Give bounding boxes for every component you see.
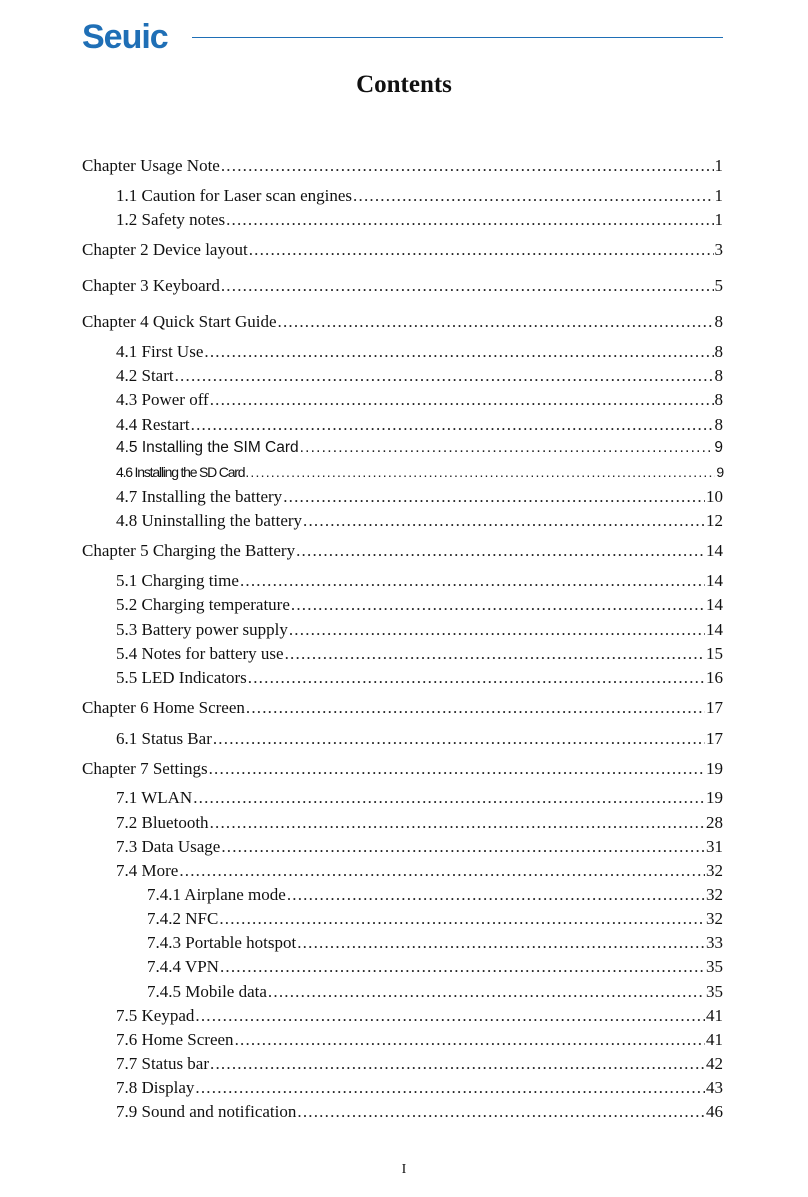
toc-entry[interactable] [147,884,723,906]
toc-entry-label: 5.2 Charging temperature [116,595,290,614]
toc-entry-page: 9 [714,439,723,456]
toc-entry-page: 32 [706,885,723,904]
toc-entry-page: 33 [706,933,723,952]
toc-entry-page: 32 [706,909,723,928]
toc-dot-leader [221,275,714,297]
toc-entry-label: 7.6 Home Screen [116,1030,234,1049]
toc-entry[interactable] [116,860,723,882]
toc-dot-leader [220,956,705,978]
toc-entry-page: 42 [706,1054,723,1073]
toc-entry-page: 17 [706,729,723,748]
toc-entry-label: 7.2 Bluetooth [116,813,209,832]
toc-entry-label: 4.1 First Use [116,342,204,361]
toc-entry-label: 4.3 Power off [116,390,209,409]
toc-dot-leader [246,697,705,719]
toc-entry[interactable] [116,341,723,363]
toc-entry[interactable] [82,758,723,780]
toc-entry-page: 35 [706,957,723,976]
toc-entry-label: 7.3 Data Usage [116,837,221,856]
toc-dot-leader [179,860,705,882]
toc-entry[interactable] [116,667,723,689]
toc-entry-label: 4.7 Installing the battery [116,487,283,506]
toc-entry-page: 17 [706,698,723,717]
toc-entry[interactable] [116,1005,723,1027]
toc-dot-leader [221,836,705,858]
toc-entry[interactable] [82,275,723,297]
toc-dot-leader [268,981,705,1003]
toc-entry[interactable] [116,836,723,858]
toc-entry[interactable] [116,414,723,436]
toc-dot-leader [249,239,714,261]
toc-entry[interactable] [82,239,723,261]
toc-dot-leader [287,884,705,906]
toc-entry-page: 8 [714,312,723,331]
toc-dot-leader [240,570,705,592]
toc-entry[interactable] [147,981,723,1003]
toc-entry-label: 7.9 Sound and notification [116,1102,297,1121]
toc-entry[interactable] [116,1053,723,1075]
toc-entry[interactable] [116,461,723,483]
toc-dot-leader [245,461,715,483]
toc-dot-leader [219,908,705,930]
toc-entry-page: 14 [706,571,723,590]
toc-entry-page: 8 [714,342,723,361]
toc-entry-page: 3 [714,240,723,259]
toc-entry[interactable] [116,209,723,231]
toc-entry-label: Chapter 2 Device layout [82,240,248,259]
toc-entry-page: 8 [714,415,723,434]
toc-dot-leader [297,1101,705,1123]
toc-entry[interactable] [82,697,723,719]
toc-dot-leader [204,341,713,363]
toc-dot-leader [285,643,705,665]
toc-entry[interactable] [82,540,723,562]
toc-entry-label: Chapter 7 Settings [82,759,208,778]
toc-entry-page: 15 [706,644,723,663]
toc-dot-leader [209,758,705,780]
toc-entry-label: 1.2 Safety notes [116,210,226,229]
toc-dot-leader [210,1053,705,1075]
toc-entry-page: 12 [706,511,723,530]
toc-entry[interactable] [82,311,723,333]
toc-entry-label: 4.2 Start [116,366,174,385]
toc-dot-leader [195,1005,705,1027]
toc-entry-page: 46 [706,1102,723,1121]
toc-dot-leader [210,812,705,834]
toc-entry-label: 4.6 Installing the SD Card [116,464,245,480]
toc-entry-label: 4.5 Installing the SIM Card [116,439,299,456]
toc-entry[interactable] [147,956,723,978]
toc-entry-label: 5.1 Charging time [116,571,239,590]
toc-entry-page: 32 [706,861,723,880]
toc-entry-label: Chapter 3 Keyboard [82,276,220,295]
toc-entry-label: 1.1 Caution for Laser scan engines [116,186,353,205]
toc-dot-leader [195,1077,705,1099]
toc-entry-page: 14 [706,541,723,560]
toc-dot-leader [175,365,714,387]
toc-entry-label: 7.5 Keypad [116,1006,195,1025]
toc-dot-leader [213,728,705,750]
toc-dot-leader [289,619,705,641]
toc-entry[interactable] [116,643,723,665]
toc-dot-leader [226,209,713,231]
toc-entry-page: 10 [706,487,723,506]
toc-entry-page: 31 [706,837,723,856]
page-number: I [401,1162,407,1177]
toc-entry-label: Chapter 6 Home Screen [82,698,245,717]
toc-entry[interactable] [116,812,723,834]
toc-entry-label: 7.4.2 NFC [147,909,219,928]
toc-entry-label: 4.8 Uninstalling the battery [116,511,303,530]
toc-entry[interactable] [116,1077,723,1099]
toc-entry[interactable] [116,185,723,207]
toc-dot-leader [221,155,714,177]
toc-entry-page: 19 [706,788,723,807]
seuic-logo: Seuic [82,18,168,56]
toc-entry-label: 7.7 Status bar [116,1054,210,1073]
toc-entry-page: 1 [714,156,723,175]
toc-dot-leader [191,414,714,436]
toc-entry-label: 7.4.1 Airplane mode [147,885,286,904]
toc-entry-label: 7.8 Display [116,1078,195,1097]
toc-entry-label: 7.4.3 Portable hotspot [147,933,297,952]
toc-entry-page: 41 [706,1006,723,1025]
toc-entry-label: 4.4 Restart [116,415,190,434]
toc-dot-leader [235,1029,705,1051]
toc-entry-page: 9 [716,464,723,480]
toc-dot-leader [291,594,705,616]
toc-entry-label: 7.4.4 VPN [147,957,219,976]
toc-entry-label: Chapter Usage Note [82,156,220,175]
toc-dot-leader [210,389,714,411]
toc-entry-page: 28 [706,813,723,832]
page-title: Contents [356,71,452,98]
toc-entry[interactable] [116,510,723,532]
toc-entry[interactable] [82,155,723,177]
toc-dot-leader [248,667,705,689]
toc-entry-page: 41 [706,1030,723,1049]
toc-entry-page: 14 [706,595,723,614]
toc-entry[interactable] [116,594,723,616]
toc-dot-leader [278,311,714,333]
toc-dot-leader [303,510,705,532]
toc-entry-page: 43 [706,1078,723,1097]
toc-entry-label: 5.3 Battery power supply [116,620,288,639]
toc-entry-page: 16 [706,668,723,687]
toc-entry[interactable] [116,1101,723,1123]
toc-entry-page: 5 [714,276,723,295]
toc-entry-label: 7.4.5 Mobile data [147,982,267,1001]
toc-entry-label: 6.1 Status Bar [116,729,212,748]
toc-entry[interactable] [116,787,723,809]
toc-entry-label: Chapter 5 Charging the Battery [82,541,296,560]
toc-entry-page: 1 [714,186,723,205]
toc-entry[interactable] [116,486,723,508]
toc-entry[interactable] [116,728,723,750]
toc-dot-leader [300,437,714,459]
toc-entry-page: 14 [706,620,723,639]
toc-entry[interactable] [116,570,723,592]
toc-entry-label: 5.5 LED Indicators [116,668,247,687]
toc-entry[interactable] [116,1029,723,1051]
toc-entry[interactable] [116,365,723,387]
toc-entry[interactable] [147,908,723,930]
toc-entry[interactable] [147,932,723,954]
toc-dot-leader [193,787,705,809]
toc-entry-label: 5.4 Notes for battery use [116,644,284,663]
toc-entry-page: 8 [714,366,723,385]
toc-entry-page: 19 [706,759,723,778]
toc-entry-label: 7.1 WLAN [116,788,193,807]
toc-entry-label: Chapter 4 Quick Start Guide [82,312,277,331]
toc-dot-leader [283,486,705,508]
toc-entry-page: 1 [714,210,723,229]
toc-entry[interactable] [116,619,723,641]
toc-entry[interactable] [116,389,723,411]
toc-entry-label: 7.4 More [116,861,179,880]
toc-dot-leader [353,185,713,207]
toc-entry[interactable] [116,437,723,459]
toc-dot-leader [297,932,705,954]
toc-entry-page: 35 [706,982,723,1001]
toc-entry-page: 8 [714,390,723,409]
toc-dot-leader [296,540,705,562]
